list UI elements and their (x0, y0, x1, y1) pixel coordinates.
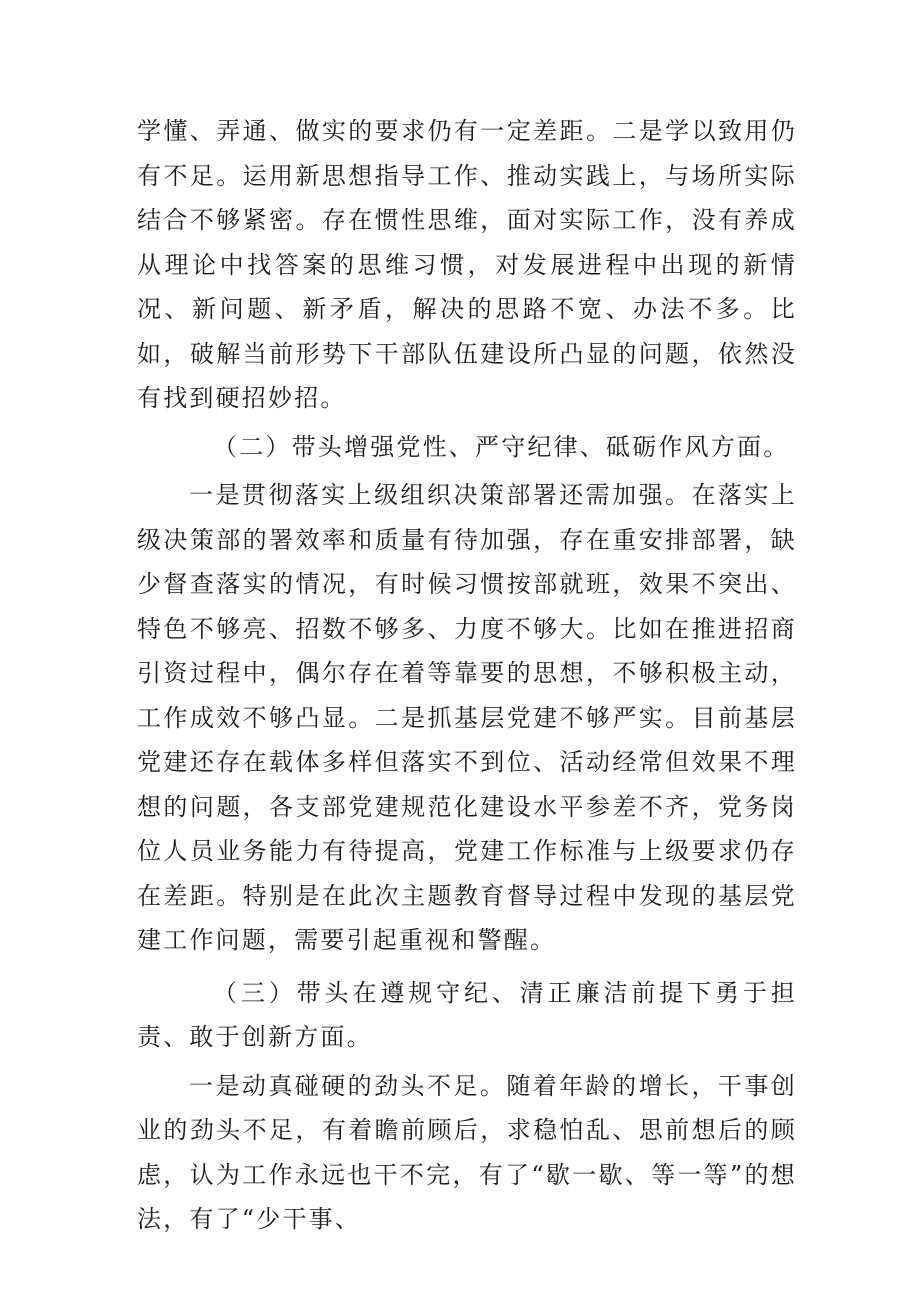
section-heading-3: （三）带头在遵规守纪、清正廉洁前提下勇于担责、敢于创新方面。 (137, 978, 797, 1051)
paragraph-continuation: 学懂、弄通、做实的要求仍有一定差距。二是学以致用仍有不足。运用新思想指导工作、推动实践上，与场所实际结合不够紧密。存在惯性思维，面对实际工作，没有养成从理论中找答案的思维习惯，对发展进程中出现的新情况、新问题、新矛盾，解决的思路不宽、办法不多。比如，破解当前形势下干部队伍建设所凸显的问题，依然没有找到硬招妙招。 (137, 117, 797, 412)
document-body (137, 109, 797, 1242)
paragraph-section-3: 一是动真碰硬的劲头不足。随着年龄的增长，干事创业的劲头不足，有着瞻前顾后，求稳怕乱、思前想后的顾虑，认为工作永远也干不完，有了“歇一歇、等一等”的想法，有了“少干事、 (137, 1071, 797, 1233)
paragraph-section-2: 一是贯彻落实上级组织决策部署还需加强。在落实上级决策部的署效率和质量有待加强，存在重安排部署，缺少督查落实的情况，有时候习惯按部就班，效果不突出、特色不够亮、招数不够多、力度不够大。比如在推进招商引资过程中，偶尔存在着等靠要的思想，不够积极主动，工作成效不够凸显。二是抓基层党建不够严实。目前基层党建还存在载体多样但落实不到位、活动经常但效果不理想的问题，各支部党建规范化建设水平参差不齐，党务岗位人员业务能力有待提高，党建工作标准与上级要求仍存在差距。特别是在此次主题教育督导过程中发现的基层党建工作问题，需要引起重视和警醒。 (137, 481, 797, 954)
section-heading-2: （二）带头增强党性、严守纪律、砥砺作风方面。 (213, 432, 790, 461)
